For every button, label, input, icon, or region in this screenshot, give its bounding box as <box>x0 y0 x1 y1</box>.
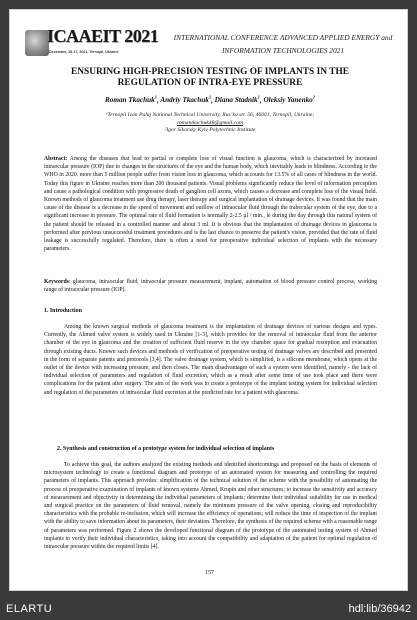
abstract-label: Abstract: <box>44 156 68 162</box>
author-email-link[interactable]: romantkachuk48@gmail.com <box>177 120 243 126</box>
conference-header <box>25 26 397 64</box>
conference-name: INTERNATIONAL CONFERENCE ADVANCED APPLIED ENERGY and INFORMATION TECHNOLOGIES 2021 <box>173 33 393 55</box>
logo-emblem-icon <box>25 30 49 56</box>
author-3: Diana Stadnik$^1$ <box>214 95 260 105</box>
section-1-body: Among the known surgical methods of glaucoma treatment is the implantation of drainage devices of various designs and types. Currently, the Ahmed valve system is widely used in Ukraine [1-3], which provides for the removal of intraocular fluid from the anterior chamber of the eye in glaucoma and the creation of sufficient fluid reserve in the eye chamber space for gradual resorption and evacuation through existing ducts. Known such devices and methods of verification of preoperative testing of drainage valves are described and presented in the form of separate patents and protocols [3,4]. The valve drainage system, which is simplified, is a silicone membrane, which opens at the outlet of the device with increasing pressure, and then closes. The main disadvantages of such a system were identified, namely - the lack of individual selection of parameters and regulation of fluid excretion, which as a result after some time of use took place and there were complications for the patient after surgery. The aim of the work was to create a prototype of the implant testing system for individual selection and regulation of the parameters of intraocular fluid excretion at the predicted rate for a patient with glaucoma. <box>44 324 377 396</box>
paper-title: ENSURING HIGH-PRECISION TESTING OF IMPLANTS IN THE REGULATION OF INTRA-EYE PRESSURE <box>70 67 349 88</box>
section-2-body: To achieve this goal, the authors analyzed the existing methods and identified shortcomings and proposed on the basis of elements of microsystem technology to create a functional diagram and prototype of an automated system for measuring and controlling the required parameters of implants. This approach provides: simplification of the technical solution of the scheme with the possibility of automating the process of preoperative examination of implants of known systems Ahmed, Krupin and other structures; to increase the sensitivity and accuracy of measurement and objectivity in determining the individual parameters of implants; determine their individual suitability for use in medical and surgical practice on the parameters of fluid removal, namely the minimum pressure of the valve opening, closing and reproducibility characteristics with the probable re-inclusion, which will increase the efficiency of operations; will reduce the time of inspection of the implant with the ability to save information about its parameters, their deviation. Therefore, the synthesis of the required scheme with a reasonable range of parameters was performed. Figure 2 shows the developed functional diagram of the prototype of the automated testing system of Ahmed implants to verify their individual characteristics, taking into account the compatibility and adaptation of the patient for optimal regulation of intraocular pressure within the required limits [4]. <box>44 462 377 551</box>
page-number: 157 <box>205 570 214 576</box>
abstract-text: Among the diseases that lead to partial or complete loss of visual function is glaucoma, which is characterized by increased intraocular pressure (IOP) due to changes in the structures of the eye and the human body, which inevitably leads to blindness. According to the WHO in 2020. more than 5 million people suffer from vision loss in glaucoma, which accounts for 13.5% of all cases of blindness in the world. Today this figure in Ukraine reaches more than 200 thousand patients. Visual problems significantly reduce the level of information perception and cause a pathological condition with progressive death of ganglion cell axons, which causes a decrease and complete loss of the visual field. Known methods of glaucoma treatment use drug therapy, laser therapy and surgical implantation of drainage devices. It was found that the main cause of the disease is a decrease in the speed of movement and outflow of intraocular fluid through the trabecular system of the eye, due to a significant increase in pressure. The optimal rate of fluid formation is normally 2-2.5 μl / min., le during the day through this natural system of the patient should be released in a controlled manner and about 3 ml. It is obvious that the implantation of drainage devices in glaucoma is performed after previous unsuccessful treatment procedures and is the last chance to preserve the patient's vision, provided that the rate of fluid leakage is successfully regulated. Therefore, there is often a need for preoperative individual selection of implants with the necessary parameters. <box>44 156 377 253</box>
keywords-label: Keywords <box>44 279 69 285</box>
abstract <box>44 155 377 253</box>
author-list: Roman Tkachuk$^1$, Andriy Tkachuk$^1$, Diana Stadnik$^1$, Oleksiy Yanenko$^2$ <box>104 95 316 105</box>
paper-page <box>9 9 408 591</box>
logo-subtitle: December, 15-17, 2021, Ternopil, Ukraine <box>49 50 119 54</box>
keywords-text: : glaucoma, intraocular fluid, intraocular pressure measurement, implant, automation of blood pressure control process, working range of intraocular pressure (IOP). <box>44 279 377 294</box>
keywords <box>44 278 377 294</box>
author-4: Oleksiy Yanenko$^2$ <box>263 95 316 105</box>
affiliation-2: ²Igor Sikorsky Kyiv Polytechnic Institute <box>164 127 256 133</box>
conference-logo <box>25 26 159 62</box>
author-1: Roman Tkachuk$^1$ <box>104 95 157 105</box>
viewer-footer-source: ELARTU <box>6 603 53 615</box>
viewer-footer-handle: hdl:lib/36942 <box>348 603 411 615</box>
section-2-heading: 2. Synthesis and construction of a prototype system for individual selection of implants <box>57 446 275 452</box>
section-1-heading: 1. Introduction <box>44 308 82 314</box>
affiliation-1: ¹Ternopil Ivan Puluj National Technical University, Rus’ka str. 56, 46001, Ternopil, Ukraine; <box>105 112 315 118</box>
logo-title: ICAAEIT 2021 <box>47 26 159 46</box>
author-2: Andriy Tkachuk$^1$ <box>160 95 212 105</box>
